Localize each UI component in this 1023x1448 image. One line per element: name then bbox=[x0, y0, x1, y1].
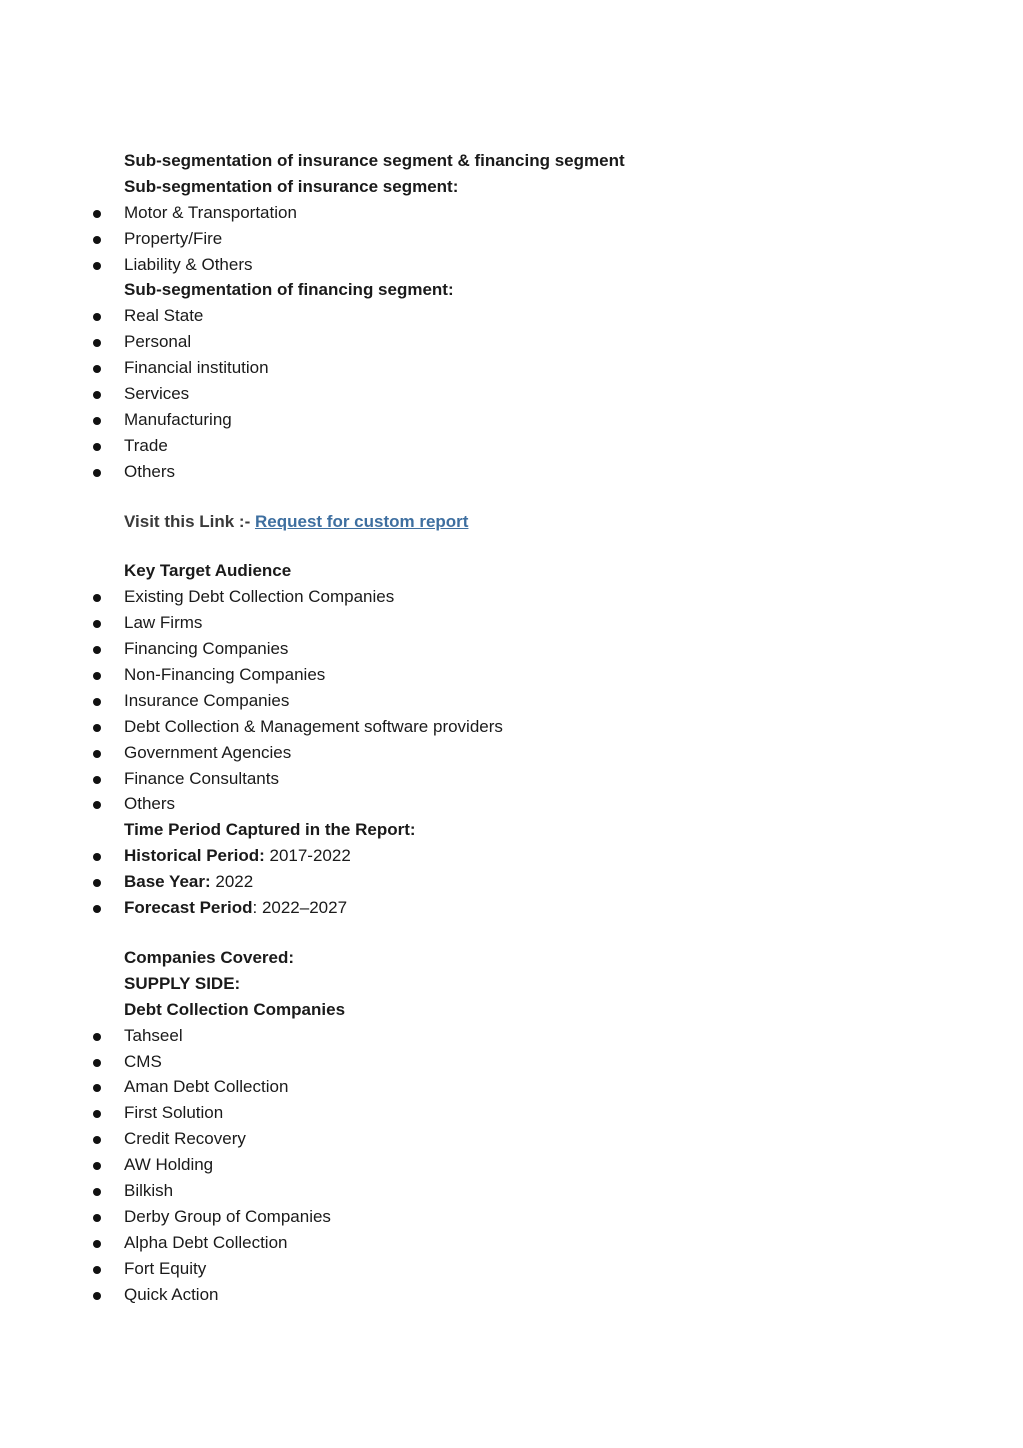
bullet-icon bbox=[93, 469, 101, 477]
time-period-value: 2017-2022 bbox=[264, 846, 351, 866]
list-item bbox=[0, 610, 1023, 636]
time-period-item bbox=[0, 843, 1023, 869]
list-item bbox=[0, 584, 1023, 610]
list-item-text: Personal bbox=[124, 332, 192, 352]
custom-report-line bbox=[0, 509, 1023, 535]
bullet-icon bbox=[93, 620, 101, 628]
insurance-list bbox=[0, 200, 1023, 278]
debt-companies-heading: Debt Collection Companies bbox=[124, 999, 346, 1019]
time-period-label: Historical Period: bbox=[124, 846, 265, 866]
bullet-icon bbox=[93, 1110, 101, 1118]
bullet-icon bbox=[93, 1292, 101, 1300]
list-item bbox=[0, 636, 1023, 662]
bullet-icon bbox=[93, 417, 101, 425]
list-item-text: Derby Group of Companies bbox=[124, 1206, 331, 1226]
bullet-icon bbox=[93, 339, 101, 347]
bullet-icon bbox=[93, 236, 101, 244]
bullet-icon bbox=[93, 905, 101, 913]
bullet-icon bbox=[93, 1162, 101, 1170]
list-item bbox=[0, 1152, 1023, 1178]
list-item bbox=[0, 740, 1023, 766]
list-item bbox=[0, 1023, 1023, 1049]
bullet-icon bbox=[93, 391, 101, 399]
list-item bbox=[0, 688, 1023, 714]
time-period-item bbox=[0, 895, 1023, 921]
list-item-text: Real State bbox=[124, 306, 204, 326]
list-item-text: CMS bbox=[124, 1051, 162, 1071]
list-item bbox=[0, 433, 1023, 459]
list-item-text: Bilkish bbox=[124, 1180, 174, 1200]
insurance-heading: Sub-segmentation of insurance segment: bbox=[124, 176, 459, 196]
list-item-text: Credit Recovery bbox=[124, 1129, 246, 1149]
list-item-text: First Solution bbox=[124, 1103, 224, 1123]
list-item bbox=[0, 791, 1023, 817]
list-item bbox=[0, 1074, 1023, 1100]
list-item bbox=[0, 1049, 1023, 1075]
list-item bbox=[0, 252, 1023, 278]
companies-heading: Companies Covered: bbox=[124, 947, 295, 967]
time-period-item bbox=[0, 869, 1023, 895]
custom-report-link[interactable]: Request for custom report bbox=[254, 511, 469, 531]
list-item-text: Motor & Transportation bbox=[124, 202, 297, 222]
list-item-text: Law Firms bbox=[124, 613, 203, 633]
list-item bbox=[0, 200, 1023, 226]
list-item-text: Services bbox=[124, 384, 190, 404]
list-item-text: Liability & Others bbox=[124, 254, 253, 274]
list-item-text: Existing Debt Collection Companies bbox=[124, 587, 395, 607]
list-item-text: Financing Companies bbox=[124, 639, 289, 659]
list-item bbox=[0, 662, 1023, 688]
bullet-icon bbox=[93, 1188, 101, 1196]
time-heading: Time Period Captured in the Report: bbox=[124, 820, 416, 840]
bullet-icon bbox=[93, 1266, 101, 1274]
bullet-icon bbox=[93, 1240, 101, 1248]
list-item-text: Government Agencies bbox=[124, 742, 292, 762]
list-item bbox=[0, 766, 1023, 792]
bullet-icon bbox=[93, 262, 101, 270]
list-item-text: Insurance Companies bbox=[124, 690, 290, 710]
list-item-text: Debt Collection & Management software providers bbox=[124, 716, 503, 736]
list-item bbox=[0, 226, 1023, 252]
bullet-icon bbox=[93, 750, 101, 758]
list-item bbox=[0, 1256, 1023, 1282]
list-item-text: Quick Action bbox=[124, 1284, 219, 1304]
list-item bbox=[0, 329, 1023, 355]
list-item-text: Financial institution bbox=[124, 358, 269, 378]
audience-list bbox=[0, 584, 1023, 817]
time-period-label: Forecast Period bbox=[124, 898, 253, 918]
bullet-icon bbox=[93, 1136, 101, 1144]
bullet-icon bbox=[93, 672, 101, 680]
time-period-value: 2022 bbox=[210, 872, 254, 892]
companies-list bbox=[0, 1023, 1023, 1308]
list-item bbox=[0, 1178, 1023, 1204]
supply-side-heading: SUPPLY SIDE: bbox=[124, 973, 241, 993]
audience-heading: Key Target Audience bbox=[124, 561, 292, 581]
list-item bbox=[0, 1230, 1023, 1256]
list-item-text: Aman Debt Collection bbox=[124, 1077, 289, 1097]
bullet-icon bbox=[93, 776, 101, 784]
financing-heading: Sub-segmentation of financing segment: bbox=[124, 280, 454, 300]
list-item bbox=[0, 381, 1023, 407]
list-item bbox=[0, 355, 1023, 381]
list-item bbox=[0, 1204, 1023, 1230]
list-item bbox=[0, 1282, 1023, 1308]
time-period-value: : 2022–2027 bbox=[252, 898, 348, 918]
list-item-text: Finance Consultants bbox=[124, 768, 279, 788]
segmentation-title: Sub-segmentation of insurance segment & financing segment bbox=[124, 151, 625, 170]
bullet-icon bbox=[93, 724, 101, 732]
document-page bbox=[0, 148, 1023, 1307]
bullet-icon bbox=[93, 1084, 101, 1092]
bullet-icon bbox=[93, 1059, 101, 1067]
bullet-icon bbox=[93, 698, 101, 706]
list-item bbox=[0, 407, 1023, 433]
bullet-icon bbox=[93, 594, 101, 602]
list-item-text: Others bbox=[124, 794, 176, 814]
list-item-text: Property/Fire bbox=[124, 228, 223, 248]
list-item-text: AW Holding bbox=[124, 1155, 214, 1175]
bullet-icon bbox=[93, 853, 101, 861]
list-item bbox=[0, 303, 1023, 329]
list-item-text: Alpha Debt Collection bbox=[124, 1232, 288, 1252]
list-item-text: Trade bbox=[124, 435, 168, 455]
time-period-label: Base Year: bbox=[124, 872, 211, 892]
list-item bbox=[0, 459, 1023, 485]
bullet-icon bbox=[93, 1033, 101, 1041]
list-item-text: Non-Financing Companies bbox=[124, 665, 326, 685]
list-item-text: Others bbox=[124, 461, 176, 481]
time-list bbox=[0, 843, 1023, 921]
bullet-icon bbox=[93, 879, 101, 887]
bullet-icon bbox=[93, 443, 101, 451]
list-item-text: Fort Equity bbox=[124, 1258, 207, 1278]
bullet-icon bbox=[93, 313, 101, 321]
list-item-text: Tahseel bbox=[124, 1025, 183, 1045]
bullet-icon bbox=[93, 801, 101, 809]
list-item bbox=[0, 714, 1023, 740]
list-item-text: Manufacturing bbox=[124, 409, 232, 429]
financing-list bbox=[0, 303, 1023, 484]
bullet-icon bbox=[93, 646, 101, 654]
link-label: Visit this Link :- bbox=[124, 511, 255, 531]
bullet-icon bbox=[93, 210, 101, 218]
bullet-icon bbox=[93, 1214, 101, 1222]
bullet-icon bbox=[93, 365, 101, 373]
list-item bbox=[0, 1126, 1023, 1152]
list-item bbox=[0, 1100, 1023, 1126]
